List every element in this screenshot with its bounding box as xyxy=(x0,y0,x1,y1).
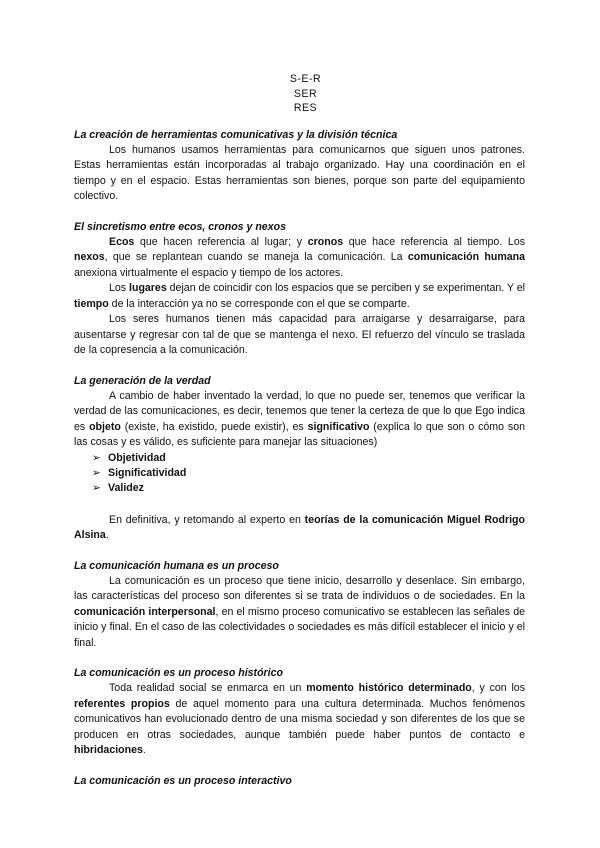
section-heading: La creación de herramientas comunicativas y la división técnica xyxy=(74,128,398,141)
bold-term: objeto xyxy=(89,420,121,433)
list-item xyxy=(92,466,525,481)
paragraph: Los humanos usamos herramientas para comunicarnos que siguen unos patrones. Estas herramientas están incorporadas al trabajo organizado. Hay una coordinación en el tiempo y en el espacio. Estas herramientas son bienes, porque son parte del equipamiento colectivo. xyxy=(74,143,525,202)
list-item xyxy=(92,451,525,466)
title-line: RES xyxy=(293,102,318,114)
text-run: . xyxy=(105,529,109,541)
section-heading: La comunicación es un proceso interactivo xyxy=(74,774,292,787)
section-heading: La comunicación es un proceso histórico xyxy=(74,667,283,679)
section-heading: El sincretismo entre ecos, cronos y nexos xyxy=(74,220,286,233)
paragraph xyxy=(74,574,525,652)
bold-term: nexos xyxy=(74,251,105,263)
text-run: A cambio de haber inventado la verdad, lo que no puede ser, tenemos que verificar la verdad de las comunicaciones, es decir, tenemos que tener la certeza de que lo que Ego indica es xyxy=(74,389,525,433)
paragraph: Los seres humanos tienen más capacidad para arraigarse y desarraigarse, para ausentarse y regresar con tal de que se mantenga el nexo. El refuerzo del vínculo se traslada de la copresencia a la comunicación. xyxy=(74,313,525,356)
text-run: Toda realidad social se enmarca en un xyxy=(109,682,307,694)
text-run: , en el mismo proceso comunicativo se establecen las señales de inicio y final. En el caso de las colectividades o sociedades es más difícil establecer el inicio y el final. xyxy=(74,605,525,649)
list-item-label: Objetividad xyxy=(108,451,166,464)
text-run: (explica lo que son o cómo son las cosas y es válido, es suficiente para manejar las situaciones) xyxy=(74,420,525,448)
text-run: dejan de coincidir con los espacios que se perciben y se experimentan. Y el xyxy=(166,282,525,294)
text-run: de aquel momento para una cultura determinada. Muchos fenómenos comunicativos han evolucionado dentro de una misma sociedad y son diferentes de los que se producen en otras sociedades, aunque también puede haber puntos de contacto e xyxy=(74,697,525,741)
text-run: . xyxy=(142,744,146,756)
text-run: En definitiva, y retomando al experto en xyxy=(109,513,305,526)
paragraph xyxy=(74,235,525,282)
bold-term: Ecos xyxy=(109,235,135,248)
paragraph xyxy=(74,281,525,312)
section-sincretismo xyxy=(74,220,525,359)
bold-term: momento histórico determinado xyxy=(306,682,472,694)
section-interactivo xyxy=(74,774,525,789)
bold-term: comunicación humana xyxy=(407,251,525,263)
title-line: SER xyxy=(293,87,318,100)
section-verdad xyxy=(74,374,525,544)
list-item xyxy=(92,481,525,496)
paragraph xyxy=(74,513,525,544)
bold-term: referentes propios xyxy=(74,697,170,710)
section-proceso xyxy=(74,559,525,652)
text-run: de la interacción ya no se corresponde con el que se comparte. xyxy=(108,297,410,310)
arrow-bullet-icon: ➢ xyxy=(92,466,101,479)
document-page xyxy=(74,72,525,789)
bold-term: hibridaciones xyxy=(74,744,143,756)
section-heading: La generación de la verdad xyxy=(74,374,211,387)
section-heading: La comunicación humana es un proceso xyxy=(74,559,279,572)
bold-term: cronos xyxy=(307,235,344,248)
bold-term: comunicación interpersonal xyxy=(74,605,216,618)
bold-term: tiempo xyxy=(74,297,109,310)
paragraph xyxy=(74,389,525,451)
list-item-label: Validez xyxy=(108,481,144,494)
bold-term: teorías de la comunicación Miguel Rodrigo Alsina xyxy=(74,513,525,541)
bold-term: significativo xyxy=(307,420,370,433)
arrow-bullet-icon: ➢ xyxy=(92,481,101,494)
text-run: , que se replantean cuando se maneja la comunicación. La xyxy=(104,251,408,263)
section-historico xyxy=(74,666,525,759)
list-item-label: Significatividad xyxy=(108,466,187,479)
bold-term: lugares xyxy=(129,282,167,294)
bullet-list xyxy=(74,451,525,496)
text-run: anexiona virtualmente el espacio y tiempo de los actores. xyxy=(74,266,344,279)
paragraph xyxy=(74,681,525,759)
document-title xyxy=(86,72,525,116)
text-run: que hacen referencia al lugar; y xyxy=(134,235,308,248)
text-run: , y con los xyxy=(471,682,525,694)
text-run: que hace referencia al tiempo. Los xyxy=(343,235,526,248)
text-run: La comunicación es un proceso que tiene inicio, desarrollo y desenlace. Sin embargo, las características del proceso son diferentes si se trata de individuos o de sociedades. En la xyxy=(74,574,525,602)
section-herramientas xyxy=(74,128,525,205)
text-run: (existe, ha existido, puede existir), es xyxy=(120,420,308,433)
text-run: Los xyxy=(109,282,130,294)
title-line: S-E-R xyxy=(289,73,322,85)
arrow-bullet-icon: ➢ xyxy=(92,451,101,464)
